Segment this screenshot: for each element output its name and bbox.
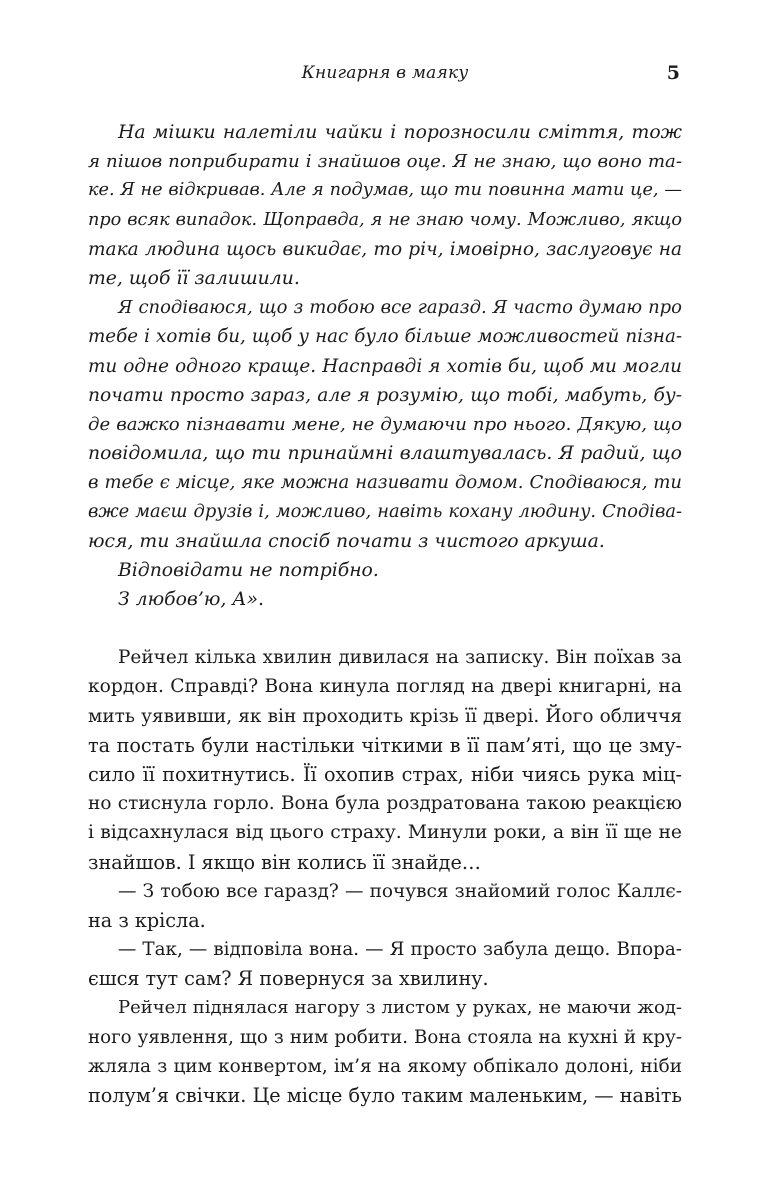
text-line: Рейчел піднялася нагору з листом у руках, не маючи жод-	[118, 997, 682, 1019]
narrative-paragraph	[88, 993, 682, 1110]
text-line: жляла з цим конвертом, ім’я на якому обпікало долоні, ніби	[88, 1055, 682, 1077]
text-line: де важко пізнавати мене, не думаючи про нього. Дякую, що	[88, 413, 682, 435]
text-line: те, щоб її залишили.	[88, 267, 300, 289]
letter-excerpt	[88, 118, 682, 614]
text-line: вже маєш друзів і, можливо, навіть кохану людину. Сподіва-	[88, 501, 682, 523]
text-line: тебе і хотів би, щоб у нас було більше можливостей пізна-	[88, 326, 682, 348]
text-line: та постать були настільки чіткими в її пам’яті, що це зму-	[88, 733, 682, 757]
text-line: но стиснула горло. Вона була роздратована такою реакцією	[88, 793, 682, 815]
text-line: З любов’ю, А».	[118, 589, 264, 610]
section-gap	[88, 614, 682, 643]
text-line: кордон. Справді? Вона кинула погляд на двері книгарні, на	[88, 676, 682, 698]
page-number: 5	[666, 62, 680, 84]
text-line: Рейчел кілька хвилин дивилася на записку. Він поїхав за	[118, 647, 682, 669]
text-line: На мішки налетіли чайки і порозносили сміття, тож	[118, 122, 682, 143]
text-line: мить уявивши, як він проходить крізь її двері. Його обличчя	[88, 705, 682, 727]
text-line: — Так, — відповіла вона. — Я просто забула дещо. Впора-	[118, 939, 682, 961]
text-line: ке. Я не відкривав. Але я подумав, що ти повинна мати це, —	[88, 180, 682, 201]
letter-signoff	[88, 585, 682, 614]
body-text	[88, 118, 682, 1110]
text-line: юся, ти знайшла спосіб почати з чистого аркуша.	[88, 530, 605, 552]
letter-paragraph	[88, 556, 682, 585]
text-line: ного уявлення, що з ним робити. Вона стояла на кухні й кру-	[88, 1026, 682, 1048]
dialogue-paragraph	[88, 935, 682, 993]
text-line: сило її похитнутись. Її охопив страх, ніби чиясь рука міц-	[88, 762, 682, 786]
dialogue-paragraph	[88, 877, 682, 935]
letter-paragraph	[88, 293, 682, 556]
narrative-text	[88, 643, 682, 1110]
letter-paragraph	[88, 118, 682, 293]
running-title: Книгарня в маяку	[301, 63, 469, 83]
running-head	[88, 62, 682, 86]
text-line: єшся тут сам? Я повернуся за хвилину.	[88, 967, 489, 991]
text-line: на з крісла.	[88, 908, 206, 932]
text-line: я пішов поприбирати і знайшов оце. Я не знаю, що воно та-	[88, 151, 682, 173]
text-line: — З тобою все гаразд? — почувся знайомий голос Каллє-	[118, 880, 682, 902]
text-line: така людина щось викидає, то річ, імовірно, заслуговує на	[88, 238, 682, 260]
text-line: знайшов. І якщо він колись її знайде…	[88, 850, 481, 874]
text-line: ти одне одного краще. Насправді я хотів би, щоб ми могли	[88, 355, 682, 377]
text-line: про всяк випадок. Щоправда, я не знаю чому. Можливо, якщо	[88, 209, 682, 230]
narrative-paragraph	[88, 643, 682, 877]
text-line: полум’я свічки. Це місце було таким маленьким, — навіть	[88, 1084, 682, 1107]
text-line: Я сподіваюся, що з тобою все гаразд. Я часто думаю про	[118, 297, 682, 319]
text-line: почати просто зараз, але я розумію, що тобі, мабуть, бу-	[88, 384, 682, 406]
text-line: в тебе є місце, яке можна називати домом. Сподіваюся, ти	[88, 472, 682, 494]
text-line: і відсахнулася від цього страху. Минули роки, а він її ще не	[88, 822, 682, 844]
text-line: повідомила, що ти принаймні влаштувалась. Я радий, що	[88, 443, 682, 465]
text-line: Відповідати не потрібно.	[118, 559, 379, 581]
